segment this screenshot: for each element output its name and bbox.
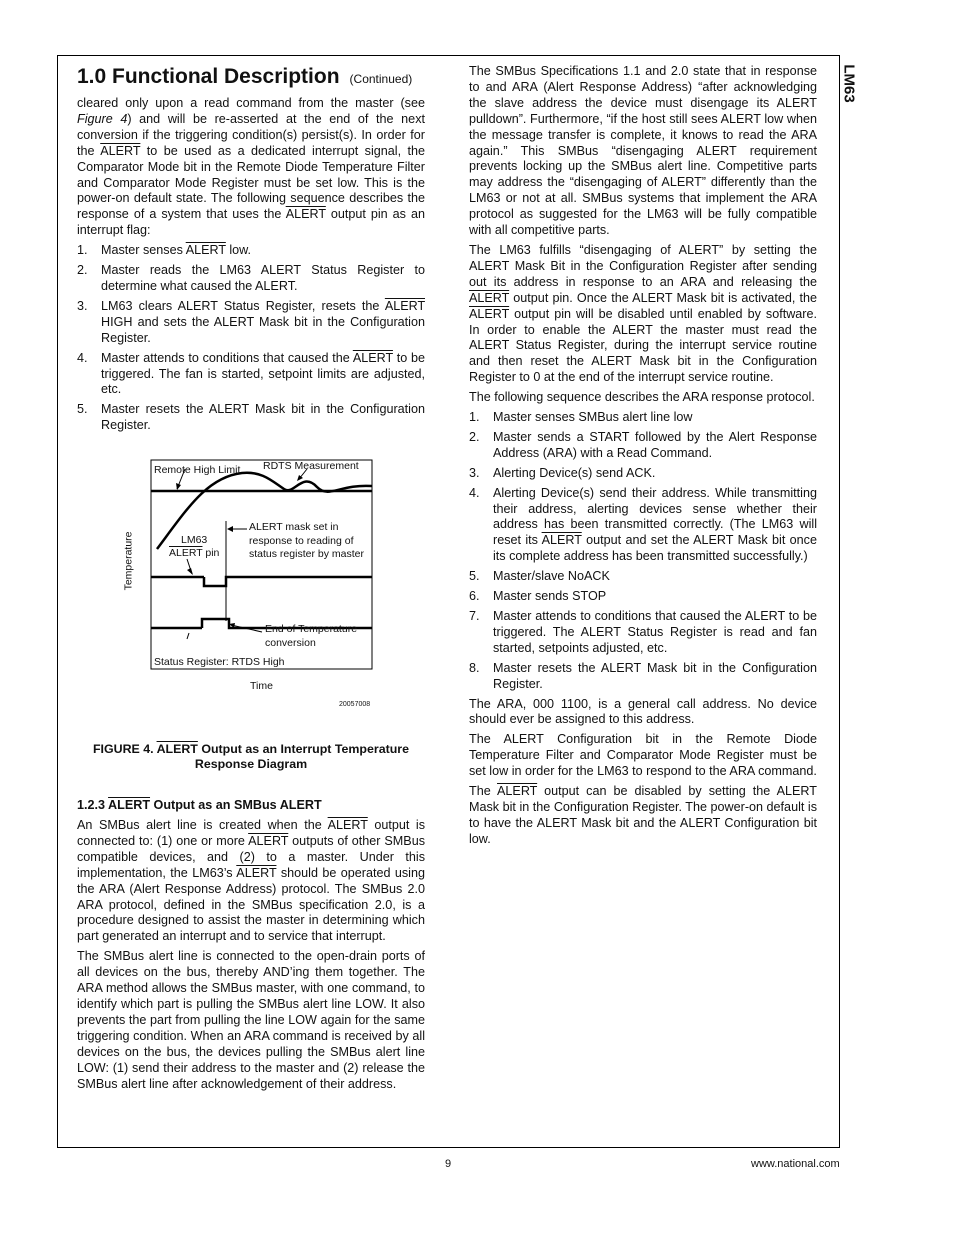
lm63-label: LM63	[181, 534, 208, 547]
right-paragraph-3: The following sequence describes the ARA response protocol.	[469, 390, 815, 405]
page-number: 9	[445, 1158, 452, 1170]
right-paragraph-4: The ARA, 000 1100, is a general call address. No device should ever be assigned to this address.	[469, 696, 817, 727]
side-part-label: LM63	[840, 64, 858, 103]
list-item: 5. Master resets the ALERT Mask bit in the Configuration Register.	[77, 402, 425, 433]
continued-label: (Continued)	[349, 72, 413, 86]
remote-high-limit-label: Remote High Limit	[154, 464, 241, 477]
y-axis-label: Temperature	[122, 531, 135, 591]
right-paragraph-6: The ALERT output can be disabled by setting the ALERT Mask bit in the Configuration Register. The power-on default is to have the ALERT Mask bit and the ALERT Configuration bit low.	[469, 784, 817, 846]
figure-reference: Figure 4	[77, 111, 128, 126]
figure-code: 20057008	[339, 701, 371, 709]
section-heading	[77, 64, 425, 92]
list-item: 3. LM63 clears ALERT Status Register, resets the ALERT HIGH and sets the ALERT Mask bit in the Configuration Register.	[77, 298, 425, 345]
list-item: 5. Master/slave NoACK	[469, 569, 610, 584]
list-item: 1. Master senses SMBus alert line low	[469, 410, 693, 425]
rdts-measurement-label: RDTS Measurement	[263, 460, 359, 473]
list-item: 4. Alerting Device(s) send their address. While transmitting their address, alerting devices sense whether their address has been transmitted correctly. (The LM63 will reset its ALERT output and set the ALERT Mask bit once its complete address has been transmitted successfully.)	[469, 485, 817, 564]
list-item: 8. Master resets the ALERT Mask bit in the Configuration Register.	[469, 660, 817, 691]
interrupt-sequence-list	[77, 243, 425, 434]
list-item: 4. Master attends to conditions that caused the ALERT to be triggered. The fan is started, setpoint limits are adjusted, etc.	[77, 350, 425, 397]
list-item: 2. Master reads the LM63 ALERT Status Register to determine what caused the ALERT.	[77, 263, 425, 293]
footer-website: www.national.com	[751, 1158, 840, 1170]
mask-set-label: ALERT mask set in response to reading of status register by master	[249, 521, 364, 561]
end-of-conversion-label: End of Temperature conversion	[265, 623, 358, 649]
subsection-heading: 1.2.3 ALERT Output as an SMBus ALERT	[77, 798, 322, 813]
list-item: 7. Master attends to conditions that caused the ALERT to be triggered. The ALERT Status Register is read and fan started, setpoints adjusted, etc.	[469, 609, 817, 655]
list-item: 1. Master senses ALERT low.	[77, 243, 252, 258]
left-paragraph-2: An SMBus alert line is created when the ALERT output is connected to: (1) one or more ALERT outputs of other SMBus compatible devices, and (2) to a master. Under this implementation, the LM63’s ALERT should be operated using the ARA (Alert Response Address) protocol. The SMBus 2.0 ARA protocol, defined in the SMBus specification 2.0, is a procedure designed to assist the master in determining which part generated an interrupt and to service that interrupt.	[77, 818, 426, 944]
list-item: 2. Master sends a START followed by the Alert Response Address (ARA) with a Read Command.	[469, 429, 817, 460]
right-paragraph-5: The ALERT Configuration bit in the Remote Diode Temperature Filter and Comparator Mode Register must be set low in order for the LM63 to respond to the ARA command.	[469, 732, 817, 779]
figure-caption: FIGURE 4. ALERT Output as an Interrupt Temperature Response Diagram	[92, 742, 409, 772]
right-paragraph-2: The LM63 fulfills “disengaging of ALERT” by setting the ALERT Mask Bit in the Configuration Register after sending out its address in response to an ARA and releasing the ALERT output pin. Once the ALERT Mask bit is activated, the ALERT output pin will be disabled until enabled by software. In order to enable the ALERT the master must read the ALERT Status Register, during the interrupt service routine and then reset the ALERT Mask bit in the Configuration Register to 0 at the end of the interrupt service routine.	[469, 242, 817, 385]
left-paragraph-3: The SMBus alert line is connected to the open-drain ports of all devices on the bus, thereby AND’ing them together. The ARA method allows the SMBus master, with one command, to identify which part is pulling the SMBus alert line LOW. It also prevents the part from pulling the line LOW again for the same triggering condition. When an ARA command is received by all devices on the bus, the devices pulling the SMBus alert line LOW: (1) send their address to the master and (2) release the SMBus alert line after acknowledgement of their address.	[77, 949, 425, 1091]
figure-4-diagram	[77, 449, 425, 734]
list-item: 6. Master sends STOP	[469, 589, 607, 604]
left-column	[77, 64, 425, 1096]
alert-pin-label: ALERT pin	[169, 547, 220, 560]
status-register-label: Status Register: RTDS High	[154, 656, 285, 669]
alert-pin-pulse	[204, 577, 372, 586]
right-paragraph-1: The SMBus Specifications 1.1 and 2.0 state that in response to and ARA (Alert Response Address) “after acknowledging the slave address the device must disengage its ALERT pulldown”. Furthermore, “if the host still sees ALERT low when the message transfer is complete, it knows to read the ARA again.” This SMBus “disengaging ALERT requirement prevents locking up the SMBus alert line. Competitive parts may address the “disengaging of ALERT” differently than the LM63 or not at all. SMBus systems that implement the ARA protocol as suggested for the LM63 will be fully compatible with all competitive parts.	[469, 64, 817, 238]
section-title: 1.0 Functional Description	[77, 65, 340, 88]
list-item: 3. Alerting Device(s) send ACK.	[469, 465, 656, 480]
left-paragraph-1: cleared only upon a read command from the master (see Figure 4) and will be re-asserted at the end of the next conversion if the triggering condition(s) persist(s). In order for the ALERT to be used as a dedicated interrupt signal, the Comparator Mode bit in the Remote Diode Temperature Filter and Comparator Mode Register must be set low. This is the power-on default state. The following sequence describes the response of a system that uses the ALERT output pin as an interrupt flag:	[77, 96, 425, 238]
right-column	[469, 64, 817, 852]
x-axis-label: Time	[250, 680, 273, 693]
ara-sequence-list	[469, 410, 817, 693]
